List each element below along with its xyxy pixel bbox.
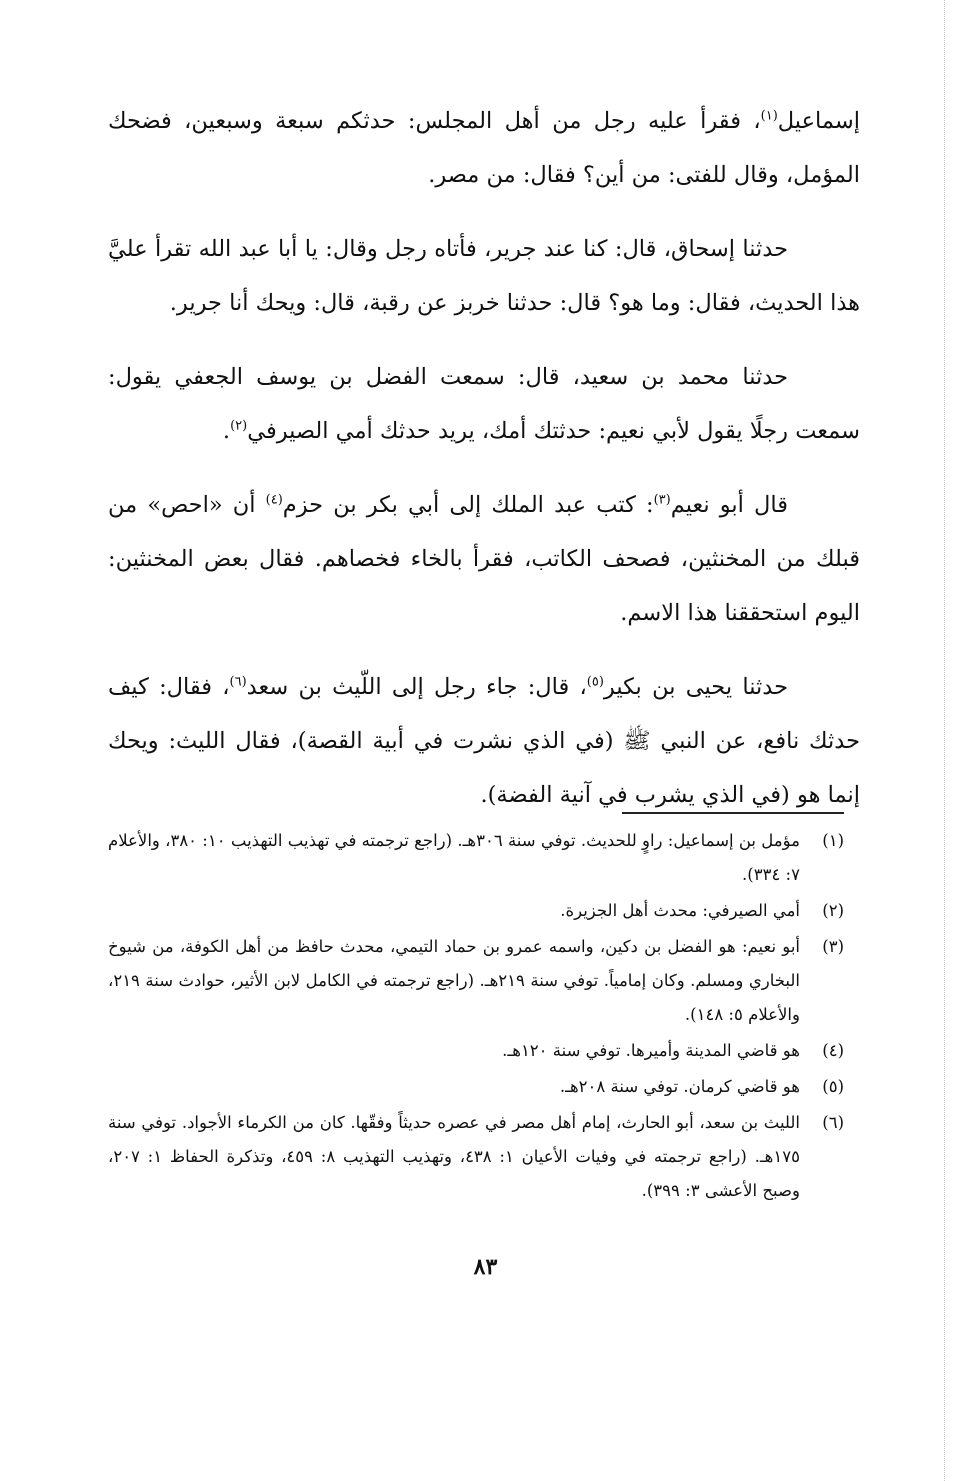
footnote-number: (٤): [822, 1041, 844, 1060]
page-number: ٨٣: [473, 1254, 498, 1280]
paragraph-2: [108, 222, 860, 330]
footnote-1: [108, 824, 844, 892]
footnote-ref-6[interactable]: (٦): [229, 674, 247, 690]
paragraph-2-text: حدثنا إسحاق، قال: كنا عند جرير، فأتاه رجل وقال: يا أبا عبد الله تقرأ عليَّ هذا الحديث، فقال: وما هو؟ قال: حدثنا خربز عن رقبة، قال: ويحك أنا جرير.: [108, 236, 860, 316]
footnote-2: [108, 894, 844, 928]
footnote-number: (٥): [822, 1077, 844, 1096]
footnote-number: (٦): [822, 1113, 844, 1132]
footnote-number: (٢): [822, 901, 844, 920]
footnote-5: [108, 1070, 844, 1104]
paragraph-1-text-b: ، فقرأ عليه رجل من أهل المجلس: حدثكم سبعة وسبعين، فضحك المؤمل، وقال للفتى: من أين؟ فقال: من مصر.: [108, 108, 860, 188]
footnote-text: أمي الصيرفي: محدث أهل الجزيرة.: [560, 901, 800, 920]
paragraph-5-text-b: ، قال: جاء رجل إلى اللّيث بن سعد: [246, 674, 587, 700]
footnote-4: [108, 1034, 844, 1068]
paragraph-4-text-c: أن «احص» من قبلك من المخنثين، فصحف الكاتب، فقرأ بالخاء فخصاهم. فقال بعض المخنثين: اليوم استحققنا هذا الاسم.: [108, 492, 860, 626]
paragraph-5-text-c: ، فقال: كيف حدثك نافع، عن النبي ﷺ (في الذي نشرت في أبية القصة)، فقال الليث: ويحك إنما هو (في الذي يشرب في آنية الفضة).: [108, 674, 860, 808]
footnote-text: مؤمل بن إسماعيل: راوٍ للحديث. توفي سنة ٣٠٦هـ. (راجع ترجمته في تهذيب التهذيب ١٠: ٣٨٠، والأعلام ٧: ٣٣٤).: [108, 831, 800, 884]
footnote-ref-1[interactable]: (١): [760, 108, 778, 124]
paragraph-3-text-b: .: [222, 418, 231, 444]
main-text: [108, 94, 860, 842]
paragraph-1: [108, 94, 860, 202]
paragraph-4-text-b: : كتب عبد الملك إلى أبي بكر بن حزم: [282, 492, 654, 518]
footnote-number: (٣): [822, 937, 844, 956]
paragraph-5-text-a: حدثنا يحيى بن بكير: [603, 674, 788, 700]
paragraph-4-text-a: قال أبو نعيم: [670, 492, 788, 518]
footnote-3: [108, 930, 844, 1032]
footnote-divider: [622, 812, 844, 814]
footnote-number: (١): [822, 831, 844, 850]
paragraph-3: [108, 350, 860, 458]
footnote-6: [108, 1106, 844, 1208]
footnotes: [108, 824, 844, 1210]
footnote-text: الليث بن سعد، أبو الحارث، إمام أهل مصر في عصره حديثاً وفقّها. كان من الكرماء الأجواد. توفي سنة ١٧٥هـ. (راجع ترجمته في وفيات الأعيان ١: ٤٣٨، وتهذيب التهذيب ٨: ٤٥٩، وتذكرة الحفاظ ١: ٢٠٧، وصبح الأعشى ٣: ٣٩٩).: [108, 1113, 800, 1200]
paragraph-3-text-a: حدثنا محمد بن سعيد، قال: سمعت الفضل بن يوسف الجعفي يقول: سمعت رجلًا يقول لأبي نعيم: حدثتك أمك، يريد حدثك أمي الصيرفي: [108, 364, 860, 444]
paragraph-5: [108, 660, 860, 822]
footnote-ref-3[interactable]: (٣): [653, 492, 671, 508]
footnote-text: هو قاضي كرمان. توفي سنة ٢٠٨هـ.: [559, 1077, 800, 1096]
footnote-ref-4[interactable]: (٤): [265, 492, 283, 508]
footnote-text: أبو نعيم: هو الفضل بن دكين، واسمه عمرو بن حماد التيمي، محدث حافظ من أهل الكوفة، من شيوخ البخاري ومسلم. وكان إمامياً. توفي سنة ٢١٩هـ. (راجع ترجمته في الكامل لابن الأثير، حوادث سنة ٢١٩، والأعلام ٥: ١٤٨).: [108, 937, 800, 1024]
footnote-ref-2[interactable]: (٢): [230, 418, 248, 434]
paragraph-4: [108, 478, 860, 640]
footnote-text: هو قاضي المدينة وأميرها. توفي سنة ١٢٠هـ.: [502, 1041, 800, 1060]
paragraph-1-text-a: إسماعيل: [777, 108, 860, 134]
footnote-ref-5[interactable]: (٥): [586, 674, 604, 690]
